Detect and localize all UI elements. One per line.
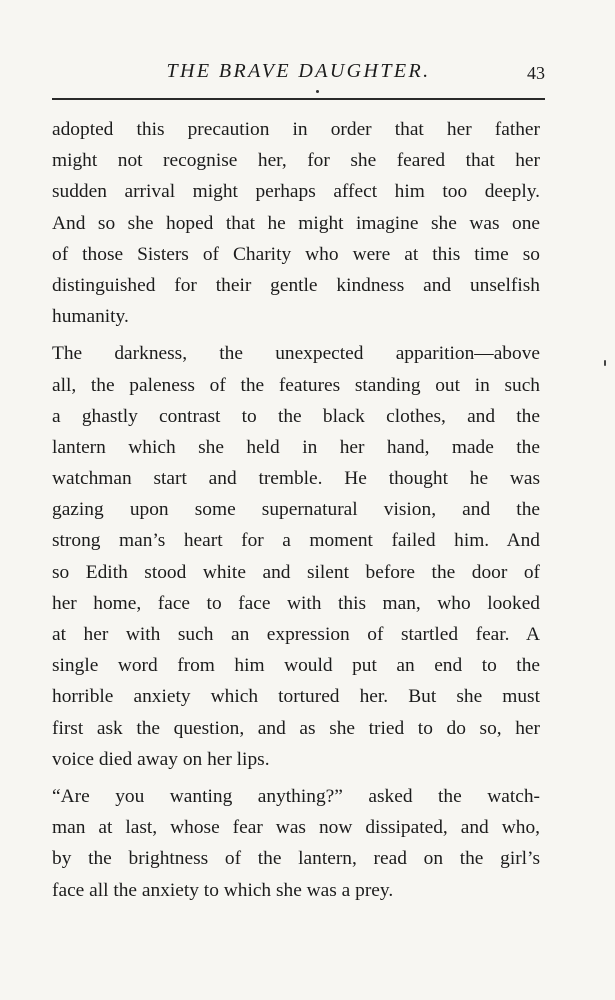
text-line: distinguished for their gentle kindness and unselfish: [52, 274, 540, 296]
text-line: single word from him would put an end to the: [52, 655, 540, 677]
header-dot: [316, 90, 319, 93]
paragraph-3: [52, 781, 540, 906]
text-line: first ask the question, and as she tried to do so, her: [52, 717, 540, 739]
header-rule: [52, 98, 545, 100]
running-title: THE BRAVE DAUGHTER.: [166, 60, 431, 82]
margin-speck: [604, 360, 606, 366]
text-line: at her with such an expression of startled fear. A: [52, 624, 540, 645]
text-line: And so she hoped that he might imagine she was one: [52, 212, 540, 234]
text-line: might not recognise her, for she feared that her: [52, 150, 540, 172]
text-line: her home, face to face with this man, who looked: [52, 592, 540, 614]
text-line: “Are you wanting anything?” asked the watch-: [52, 785, 540, 807]
text-line: a ghastly contrast to the black clothes, and the: [52, 405, 540, 427]
text-line: sudden arrival might perhaps affect him too deeply.: [52, 181, 540, 203]
running-head: [52, 58, 545, 88]
paragraph-1: [52, 114, 540, 332]
text-line: humanity.: [52, 306, 129, 328]
text-line: by the brightness of the lantern, read on the girl’s: [52, 848, 540, 870]
text-line: lantern which she held in her hand, made the: [52, 436, 540, 458]
text-line: horrible anxiety which tortured her. But she must: [52, 686, 540, 708]
text-line: voice died away on her lips.: [52, 748, 270, 770]
text-line: of those Sisters of Charity who were at this time so: [52, 243, 540, 265]
text-line: watchman start and tremble. He thought he was: [52, 468, 540, 490]
text-line: face all the anxiety to which she was a prey.: [52, 879, 394, 901]
page-number: 43: [527, 63, 545, 83]
paragraph-2: [52, 338, 540, 775]
text-line: adopted this precaution in order that her father: [52, 119, 540, 140]
text-line: so Edith stood white and silent before the door of: [52, 561, 540, 583]
text-line: gazing upon some supernatural vision, and the: [52, 499, 540, 521]
text-line: all, the paleness of the features standing out in such: [52, 374, 540, 396]
text-line: The darkness, the unexpected apparition—above: [52, 343, 540, 365]
body-text: [52, 114, 540, 912]
text-line: strong man’s heart for a moment failed him. And: [52, 530, 540, 552]
text-line: man at last, whose fear was now dissipated, and who,: [52, 817, 540, 839]
